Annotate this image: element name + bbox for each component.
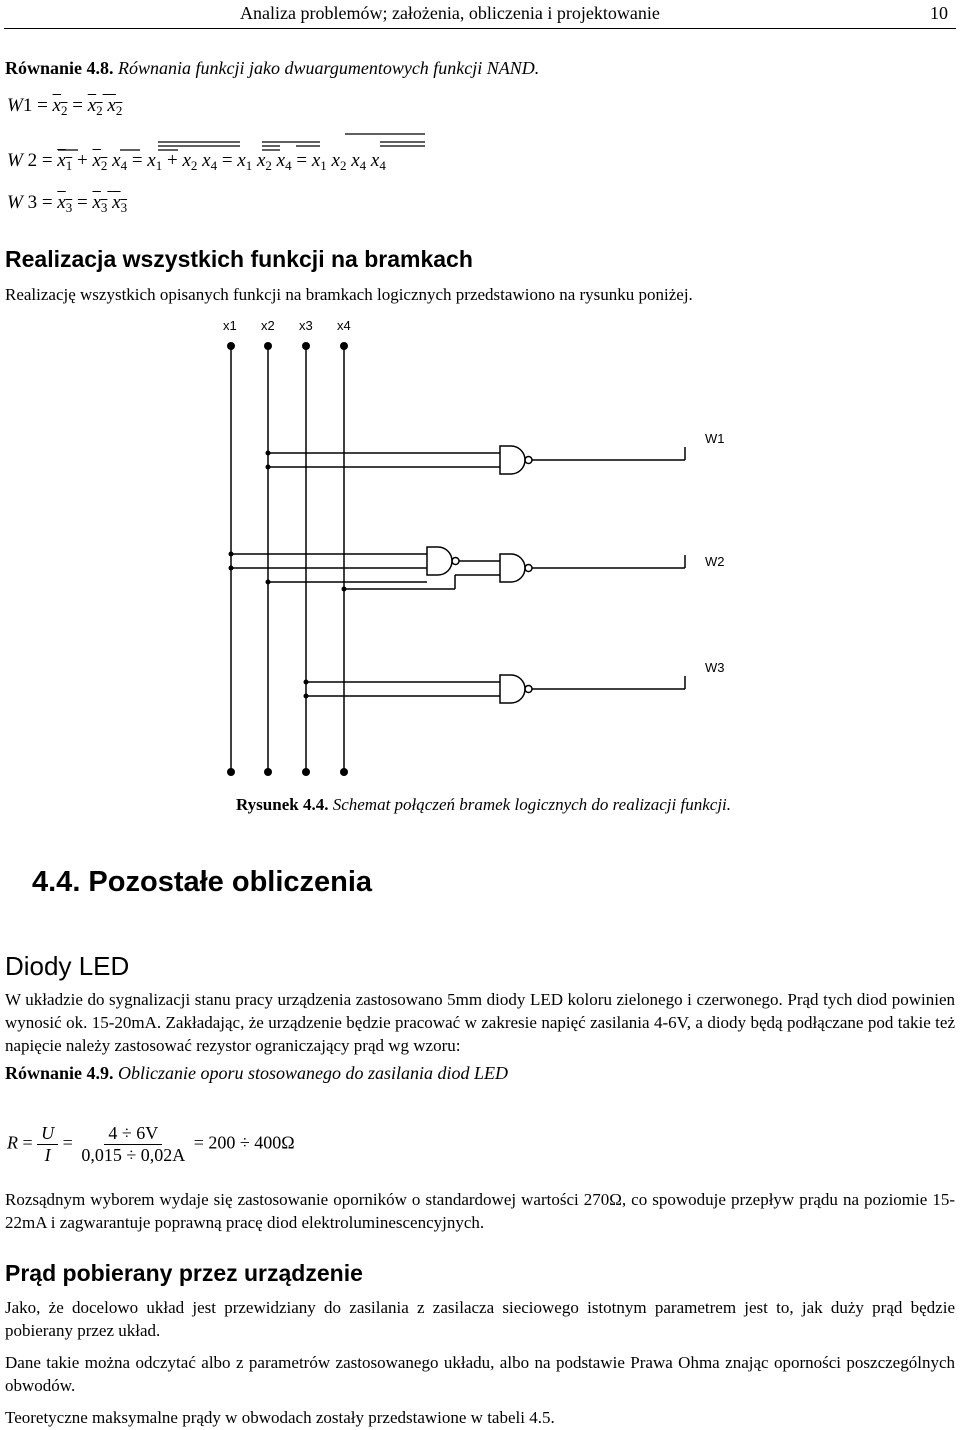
terminal-x3-bottom [302, 768, 310, 776]
terminal-x2-top [264, 342, 272, 350]
equation-caption: Równania funkcji jako dwuargumentowych funkcji NAND. [118, 58, 540, 78]
equation-w3: W $3 = x_3 = x_3$ $x_3$ [7, 192, 128, 215]
eq-lhs: R [7, 1132, 18, 1153]
figure-label: Rysunek 4.4. [236, 795, 329, 814]
nand-gate-w1-bubble [525, 457, 532, 464]
section-text-prad-2: Dane takie można odczytać albo z parametrów zastosowanego układu, albo na podstawie Prawa Ohma znając oporności poszczególnych obwodów. [5, 1353, 955, 1395]
terminal-x4-bottom [340, 768, 348, 776]
terminal-x1-bottom [227, 768, 235, 776]
page-number: 10 [930, 3, 948, 23]
section-title-led: Diody LED [5, 951, 130, 981]
equation-label: Równanie 4.9. [5, 1063, 114, 1083]
output-label-w1: W1 [705, 431, 725, 446]
terminal-x4-top [340, 342, 348, 350]
input-label-x3: x3 [299, 318, 313, 333]
equation-4-9-heading [5, 1063, 508, 1084]
equation-w2: W $2 = x_1 + x_2$ $x_4 = x_1 + x_2$ $x_4 = x_1$ $x_2$ $x_4 = x_1$ $x_2$ $x_4$ $x_4$ [7, 150, 386, 173]
fraction-values: $\frac{4 \div 6V}{0,015 \div 0,02A}$ [81, 1123, 186, 1165]
section-text-prad-3: Teoretyczne maksymalne prądy w obwodach zostały przedstawione w tabeli 4.5. [5, 1408, 555, 1427]
output-label-w2: W2 [705, 554, 725, 569]
nand-gate-w2-b [500, 554, 525, 582]
equation-w2-overlines [0, 128, 440, 158]
nand-gate-w2-a-bubble [452, 558, 459, 565]
eq-result: 200 ÷ 400Ω [208, 1132, 295, 1153]
section-text-realizacja: Realizację wszystkich opisanych funkcji na bramkach logicznych przedstawiono na rysunku poniżej. [5, 285, 693, 304]
terminal-x2-bottom [264, 768, 272, 776]
terminal-x3-top [302, 342, 310, 350]
nand-gate-w2-b-bubble [525, 565, 532, 572]
input-label-x4: x4 [337, 318, 351, 333]
nand-gate-w1 [500, 446, 525, 474]
section-title-realizacja: Realizacja wszystkich funkcji na bramkach [5, 246, 473, 272]
equation-4-8-heading [5, 58, 539, 79]
header-title: Analiza problemów; założenia, obliczenia i projektowanie [240, 3, 660, 23]
section-title-pozostale: 4.4. Pozostałe obliczenia [32, 866, 373, 898]
section-text-led-2: Rozsądnym wyborem wydaje się zastosowanie oporników o standardowej wartości 270Ω, co spowoduje przepływ prądu na poziomie 15-22mA i zagwarantuje poprawną pracę diod elektroluminescencyjnych. [5, 1190, 955, 1232]
section-title-prad: Prąd pobierany przez urządzenie [5, 1260, 363, 1286]
equation-label: Równanie 4.8. [5, 58, 114, 78]
nand-gate-w2-a [427, 547, 452, 575]
section-text-led: W układzie do sygnalizacji stanu pracy urządzenia zastosowano 5mm diody LED koloru zielonego i czerwonego. Prąd tych diod powinien wynosić ok. 15-20mA. Zakładając, że urządzenie będzie pracować w zakresie napięć zasilania 4-6V, a diody będą podłączane pod takie też napięcie należy zastosować rezystor ograniczający prąd wg wzoru: [5, 990, 955, 1055]
equation-caption: Obliczanie oporu stosowanego do zasilania diod LED [118, 1063, 509, 1083]
output-label-w3: W3 [705, 660, 725, 675]
figure-caption [236, 795, 731, 815]
fraction-u-over-i: $\frac{U}{I}$ [37, 1123, 58, 1166]
logic-gate-diagram [215, 312, 745, 782]
terminal-x1-top [227, 342, 235, 350]
equation-w1: $W1 = x_2 = x_2$ $x_2$ [7, 95, 123, 118]
section-text-prad-1: Jako, że docelowo układ jest przewidziany do zasilania z zasilacza sieciowego istotnym parametrem jest to, jak duży prąd będzie pobierany przez układ. [5, 1298, 955, 1340]
nand-gate-w3-bubble [525, 686, 532, 693]
nand-gate-w3 [500, 675, 525, 703]
input-label-x1: x1 [223, 318, 237, 333]
figure-caption-text: Schemat połączeń bramek logicznych do realizacji funkcji. [332, 795, 732, 814]
equation-resistor: R = $\frac{U}{I}$ = $\frac{4 \div 6V}{0,015 \div 0,02A}$ = 200 ÷ 400Ω [7, 1123, 295, 1165]
input-label-x2: x2 [261, 318, 275, 333]
